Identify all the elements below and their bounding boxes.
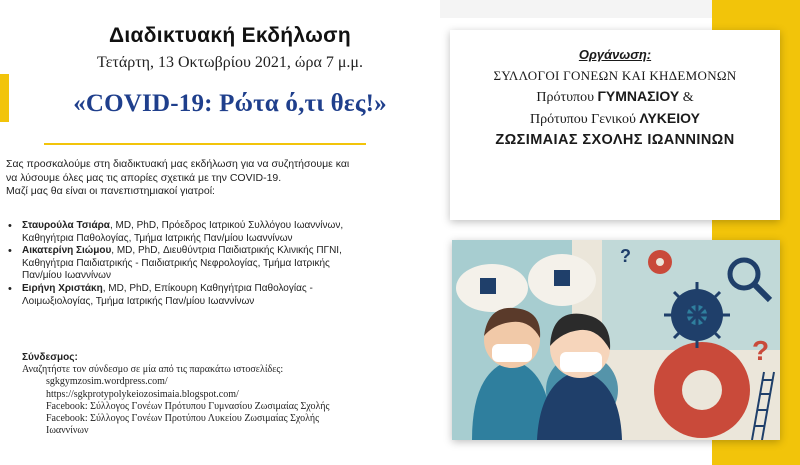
accent-bar-left <box>0 74 9 122</box>
link-facebook-2[interactable]: Facebook: Σύλλογος Γονέων Προτύπου Λυκείου Ζωσιμαίας Σχολής <box>46 413 320 425</box>
doctor-title: , MD, PhD, Πρόεδρος Ιατρικού Συλλόγου Ιωαννίνων, <box>109 220 344 231</box>
main-title: «COVID-19: Ρώτα ό,τι θες!» <box>73 90 387 117</box>
links-instruction: Αναζητήστε τον σύνδεσμο σε μία από τις παρακάτω ιστοσελίδες: <box>22 364 284 376</box>
organizer-box <box>450 30 780 220</box>
doctor-title: , MD, PhD, Διευθύντρια Παιδιατρικής Κλινικής ΠΓΝΙ, <box>111 245 342 257</box>
doctor-item <box>6 245 446 283</box>
organizer-gymnasium-prefix: Πρότυπου <box>536 90 594 105</box>
virus-icon <box>648 250 672 274</box>
event-date: Τετάρτη, 13 Οκτωβρίου 2021, ώρα 7 μ.μ. <box>97 54 363 71</box>
organizer-lyceum-prefix: Πρότυπου Γενικού <box>530 112 636 127</box>
link-facebook-2-cont[interactable]: Ιωαννίνων <box>46 425 89 437</box>
organizer-associations: ΣΥΛΛΟΓΟΙ ΓΟΝΕΩΝ ΚΑΙ ΚΗΔΕΜΟΝΩΝ <box>493 68 737 83</box>
doctor-title: , MD, PhD, Επίκουρη Καθηγήτρια Παθολογίας - <box>102 282 313 294</box>
doctor-item <box>6 220 446 245</box>
organizer-lyceum <box>450 108 780 130</box>
title-underline <box>44 143 366 145</box>
doctor-name: Αικατερίνη Σιώμου <box>22 245 112 257</box>
organizer-gymnasium-bold: ΓΥΜΝΑΣΙΟΥ <box>597 88 680 104</box>
organizer-ampersand: & <box>682 90 694 105</box>
intro-line: Σας προσκαλούμε στη διαδικτυακή μας εκδήλωση για να συζητήσουμε και <box>6 158 350 170</box>
links-section <box>22 352 442 437</box>
doctor-detail: Καθηγήτρια Παθολογίας, Τμήμα Ιατρικής Παν/μίου Ιωαννίνων <box>22 232 293 244</box>
question-mark-icon: ? <box>752 335 770 366</box>
illustration-svg <box>452 240 780 440</box>
event-header <box>40 24 420 118</box>
link-site-2[interactable]: https://sgkprotypolykeiozosimaia.blogspot.com/ <box>46 388 239 400</box>
question-mark-icon: ? <box>620 246 631 266</box>
doctor-detail: Λοιμωξιολογίας, Τμήμα Ιατρικής Παν/μίου Ιωαννίνων <box>22 295 255 307</box>
doctor-detail: Παν/μίου Ιωαννίνων <box>22 270 111 282</box>
doctor-detail: Καθηγήτρια Παιδιατρικής - Παιδιατρικής Νεφρολογίας, Τμήμα Ιατρικής <box>22 257 330 269</box>
organizer-lyceum-bold: ΛΥΚΕΙΟΥ <box>639 110 700 126</box>
organizer-gymnasium <box>450 86 780 108</box>
doctor-name: Σταυρούλα Τσιάρα <box>22 220 110 231</box>
face-mask-icon <box>492 344 532 362</box>
intro-line: Μαζί μας θα είναι οι πανεπιστημιακοί γιατροί: <box>6 185 215 197</box>
intro-text <box>6 158 446 199</box>
links-label: Σύνδεσμος: <box>22 352 78 363</box>
organizer-label: Οργάνωση: <box>578 47 652 62</box>
link-site-1[interactable]: sgkgymzosim.wordpress.com/ <box>46 376 168 388</box>
puzzle-icon <box>554 270 570 286</box>
intro-line: να λύσουμε όλες μας τις απορίες σχετικά με την COVID-19. <box>6 171 282 184</box>
face-mask-icon <box>560 352 602 372</box>
doctors-list <box>6 220 446 308</box>
event-title: Διαδικτυακή Εκδήλωση <box>109 24 351 47</box>
covid-illustration <box>452 240 780 440</box>
puzzle-icon <box>480 278 496 294</box>
top-band <box>440 0 712 18</box>
link-facebook-1[interactable]: Facebook: Σύλλογος Γονέων Πρότυπου Γυμνασίου Ζωσιμαίας Σχολής <box>46 400 330 412</box>
doctor-name: Ειρήνη Χριστάκη <box>22 282 103 294</box>
doctor-item <box>6 283 446 308</box>
organizer-school: ΖΩΣΙΜΑΙΑΣ ΣΧΟΛΗΣ ΙΩΑΝΝΙΝΩΝ <box>495 132 735 148</box>
